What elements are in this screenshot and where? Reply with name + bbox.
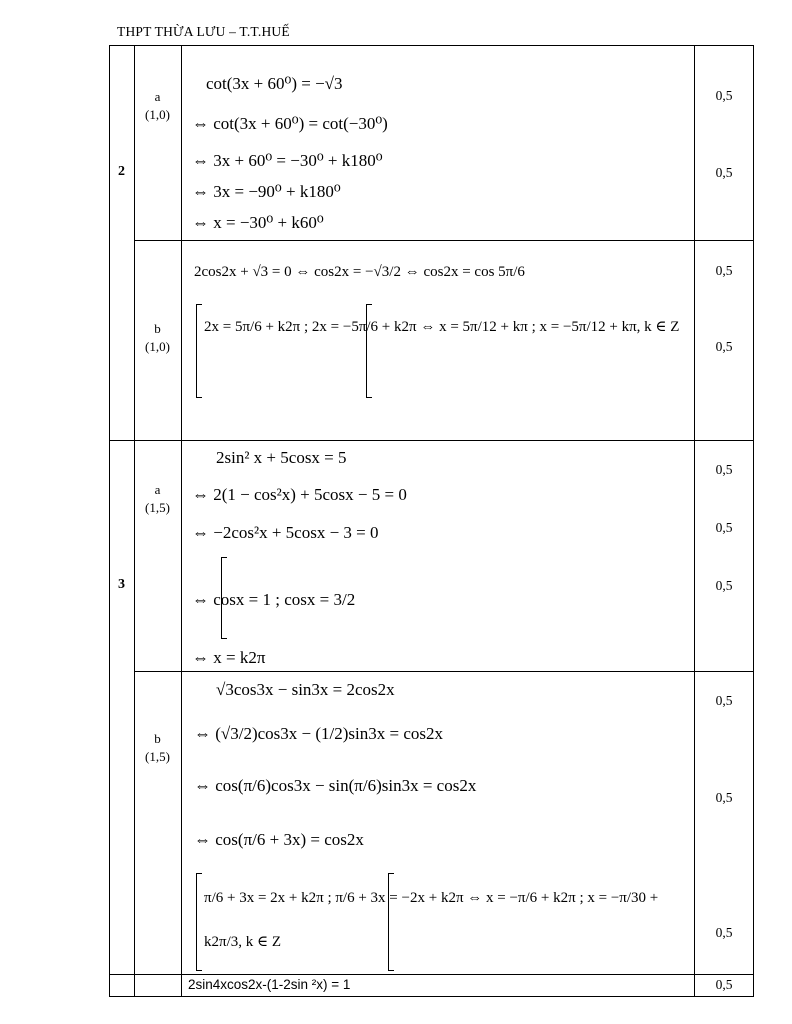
math-line-2b-1: 2cos2x + √3 = 0 ⇔ cos2x = −√3/2 ⇔ cos2x = cos 5π/6 [194, 264, 525, 280]
math-line-3a-4: ⇔ cosx = 1 ; cosx = 3/2 [192, 590, 356, 609]
math-line-last: 2sin4xcos2x-(1-2sin ²x) = 1 [188, 977, 351, 992]
part-points: (1,5) [145, 500, 170, 515]
score: 0,5 [715, 790, 733, 805]
score: 0,5 [715, 925, 733, 940]
math-line-3a-1: 2sin² x + 5cosx = 5 [216, 448, 347, 467]
math-line-3b-4: ⇔ cos(π/6 + 3x) = cos2x [194, 830, 364, 849]
part-points: (1,5) [145, 749, 170, 764]
math-system-3b: π/6 + 3x = 2x + k2π ; π/6 + 3x = −2x + k2π ⇔ x = −π/6 + k2π ; x = −π/30 + k2π/3, k ∈ Z [204, 890, 659, 950]
math-line-2a-3: ⇔ 3x + 60⁰ = −30⁰ + k180⁰ [192, 151, 383, 170]
math-line-3a-5: ⇔ x = k2π [192, 648, 266, 667]
score: 0,5 [715, 339, 733, 354]
score: 0,5 [715, 520, 733, 535]
score: 0,5 [715, 462, 733, 477]
score: 0,5 [715, 165, 733, 180]
math-line-3b-3: ⇔ cos(π/6)cos3x − sin(π/6)sin3x = cos2x [194, 776, 477, 795]
question-number-2: 2 [118, 164, 125, 179]
part-label-3b [134, 730, 181, 766]
score: 0,5 [715, 578, 733, 593]
score: 0,5 [715, 88, 733, 103]
part-letter: a [154, 482, 161, 497]
part-label-2a [134, 88, 181, 124]
math-system-2b: 2x = 5π/6 + k2π ; 2x = −5π/6 + k2π ⇔ x = 5π/12 + kπ ; x = −5π/12 + kπ, k ∈ Z [204, 319, 680, 335]
math-line-2a-5: ⇔ x = −30⁰ + k60⁰ [192, 213, 324, 232]
part-letter: a [154, 89, 161, 104]
part-points: (1,0) [145, 107, 170, 122]
math-line-2a-2: ⇔ cot(3x + 60⁰) = cot(−30⁰) [192, 114, 388, 133]
math-line-3b-1: √3cos3x − sin3x = 2cos2x [216, 680, 395, 699]
page-header: THPT THỪA LƯU – T.T.HUẾ [117, 24, 290, 39]
math-line-2a-1: cot(3x + 60⁰) = −√3 [206, 74, 343, 93]
part-letter: b [154, 321, 161, 336]
math-line-3a-2: ⇔ 2(1 − cos²x) + 5cosx − 5 = 0 [192, 485, 407, 504]
part-label-2b [134, 320, 181, 356]
math-line-3b-2: ⇔ (√3/2)cos3x − (1/2)sin3x = cos2x [194, 724, 444, 743]
math-line-2a-4: ⇔ 3x = −90⁰ + k180⁰ [192, 182, 341, 201]
part-letter: b [154, 731, 161, 746]
part-label-3a [134, 481, 181, 517]
score: 0,5 [715, 977, 733, 992]
score: 0,5 [715, 263, 733, 278]
math-line-3a-3: ⇔ −2cos²x + 5cosx − 3 = 0 [192, 523, 379, 542]
part-points: (1,0) [145, 339, 170, 354]
score: 0,5 [715, 693, 733, 708]
question-number-3: 3 [118, 577, 125, 592]
